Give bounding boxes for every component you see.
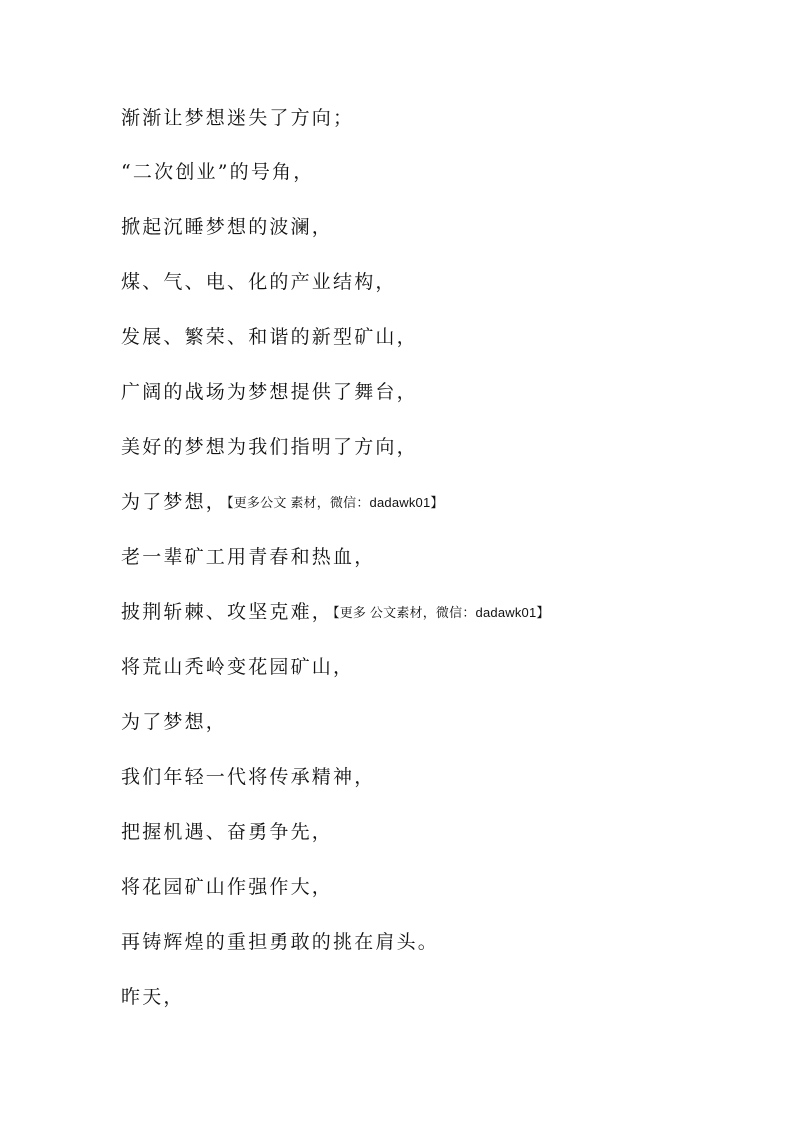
line-text: 发展、繁荣、和谐的新型矿山， [121, 326, 418, 348]
line-text: “二次创业”的号角， [121, 161, 315, 183]
text-line [121, 653, 354, 681]
text-line [121, 983, 185, 1011]
line-text: 渐渐让梦想迷失了方向； [121, 107, 355, 129]
text-line [121, 158, 314, 186]
inline-note: 【更多 公文素材，微信：dadawk01】 [333, 605, 550, 620]
line-text: 为了梦想， [121, 491, 228, 513]
text-line [121, 213, 333, 241]
text-line [121, 488, 444, 517]
inline-note: 【更多公文 素材，微信：dadawk01】 [227, 495, 444, 510]
line-text: 我们年轻一代将传承精神， [121, 766, 376, 788]
line-text: 将花园矿山作强作大， [121, 876, 334, 898]
text-line [121, 818, 333, 846]
line-text: 广阔的战场为梦想提供了舞台， [121, 381, 418, 403]
line-text: 掀起沉睡梦想的波澜， [121, 216, 334, 238]
line-text: 再铸辉煌的重担勇敢的挑在肩头。 [121, 931, 440, 953]
text-line [121, 763, 375, 791]
text-line [121, 928, 439, 956]
line-text: 美好的梦想为我们指明了方向， [121, 436, 418, 458]
text-line [121, 543, 375, 571]
text-line [121, 598, 550, 627]
line-text: 将荒山秃岭变花园矿山， [121, 656, 355, 678]
text-line [121, 104, 354, 132]
text-line [121, 708, 227, 736]
line-text: 昨天， [121, 986, 185, 1008]
text-line [121, 873, 333, 901]
line-text: 把握机遇、奋勇争先， [121, 821, 334, 843]
line-text: 披荆斩棘、攻坚克难， [121, 601, 334, 623]
text-line [121, 323, 418, 351]
text-line [121, 378, 418, 406]
text-line [121, 433, 418, 461]
line-text: 煤、气、电、化的产业结构， [121, 271, 397, 293]
text-line [121, 268, 397, 296]
line-text: 为了梦想， [121, 711, 228, 733]
line-text: 老一辈矿工用青春和热血， [121, 546, 376, 568]
